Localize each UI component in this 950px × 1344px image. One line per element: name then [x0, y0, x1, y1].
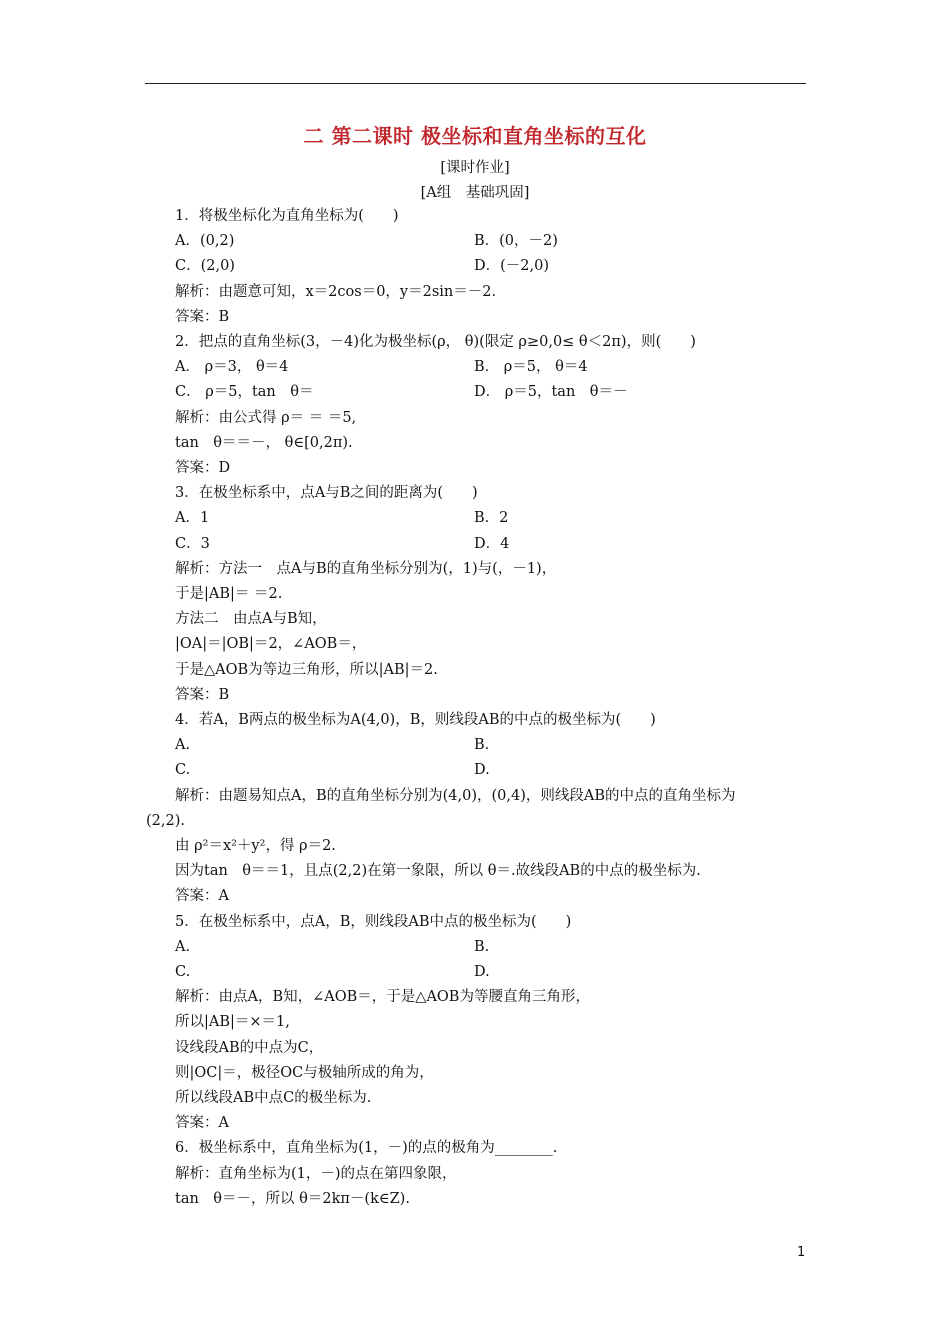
option-right: B．2 [474, 510, 509, 527]
text-line: 方法二 由点A与B知， [175, 611, 327, 628]
page-number: 1 [797, 1245, 806, 1260]
text-line: 于是|AB|＝ ＝2. [175, 586, 283, 602]
option-right: B. [474, 737, 490, 754]
text-line: A. [175, 938, 191, 955]
text-line: C．3 [175, 535, 210, 552]
text-line: 解析：由题意可知，x＝2cos＝0，y＝2sin＝－2. [175, 283, 497, 300]
text-line: C． ρ＝5，tan θ＝ [175, 384, 314, 401]
option-right: B． ρ＝5， θ＝4 [474, 359, 588, 376]
option-right: D. [474, 762, 490, 779]
group-label: [A组 基础巩固] [420, 185, 530, 201]
text-line: 解析：直角坐标为(1，－)的点在第四象限， [175, 1165, 457, 1182]
text-line: |OA|＝|OB|＝2，∠AOB＝， [175, 636, 367, 653]
text-line: 1．将极坐标化为直角坐标为( ) [175, 208, 399, 224]
text-line: tan θ＝＝－， θ∈[0,2π). [175, 434, 353, 451]
text-line: 解析：由点A，B知，∠AOB＝，于是△AOB为等腰直角三角形， [175, 989, 590, 1006]
text-line: A． ρ＝3， θ＝4 [175, 359, 289, 376]
text-line: 于是△AOB为等边三角形，所以|AB|＝2. [175, 661, 438, 678]
header-rule [145, 83, 806, 84]
text-line: C. [175, 964, 191, 980]
text-line: 设线段AB的中点为C， [175, 1039, 324, 1056]
text-line: 所以线段AB中点C的极坐标为. [175, 1090, 372, 1106]
option-right: D. [474, 964, 490, 980]
text-line: 3．在极坐标系中，点A与B之间的距离为( ) [175, 485, 478, 502]
text-line: 则|OC|＝，极径OC与极轴所成的角为， [175, 1064, 434, 1081]
text-line: C. [175, 762, 191, 779]
option-right: B．(0，－2) [474, 233, 558, 250]
option-right: B. [474, 938, 490, 955]
text-line: tan θ＝－，所以 θ＝2kπ－(k∈Z). [175, 1190, 410, 1207]
text-line: 2．把点的直角坐标(3，－4)化为极坐标(ρ， θ)(限定 ρ≥0,0≤ θ＜2π)，则( ) [175, 334, 696, 350]
text-line: 所以|AB|＝×＝1, [175, 1014, 290, 1031]
text-line: A．1 [175, 510, 210, 527]
text-line: (2,2). [146, 812, 185, 829]
text-line: 6．极坐标系中，直角坐标为(1，－)的点的极角为________. [175, 1140, 558, 1157]
text-line: 答案：A [175, 1115, 229, 1132]
option-right: D．4 [474, 535, 510, 552]
text-line: 答案：B [175, 308, 230, 325]
option-right: D． ρ＝5，tan θ＝－ [474, 384, 628, 401]
text-line: 答案：A [175, 888, 229, 905]
text-line: A．(0,2) [175, 233, 235, 250]
text-line: A. [175, 737, 191, 754]
text-line: 因为tan θ＝＝1，且点(2,2)在第一象限，所以 θ＝.故线段AB的中点的极坐标为. [175, 863, 701, 880]
text-line: C．(2,0) [175, 258, 235, 275]
text-line: 由 ρ²＝x²＋y²，得 ρ＝2. [175, 838, 336, 854]
text-line: 答案：D [175, 460, 231, 476]
text-line: 5．在极坐标系中，点A，B，则线段AB中点的极坐标为( ) [175, 913, 572, 930]
text-line: 答案：B [175, 686, 230, 703]
text-line: 解析：方法一 点A与B的直角坐标分别为(，1)与(，－1)， [175, 560, 557, 577]
text-line: 4．若A，B两点的极坐标为A(4,0)，B，则线段AB的中点的极坐标为( ) [175, 712, 656, 728]
option-right: D．(－2,0) [474, 258, 549, 275]
homework-label: [课时作业] [440, 160, 510, 176]
page-title: 二 第二课时 极坐标和直角坐标的互化 [303, 124, 647, 148]
text-line: 解析：由公式得 ρ＝ ＝ ＝5, [175, 409, 357, 426]
text-line: 解析：由题易知点A，B的直角坐标分别为(4,0)，(0,4)，则线段AB的中点的直角坐标为 [175, 787, 736, 804]
